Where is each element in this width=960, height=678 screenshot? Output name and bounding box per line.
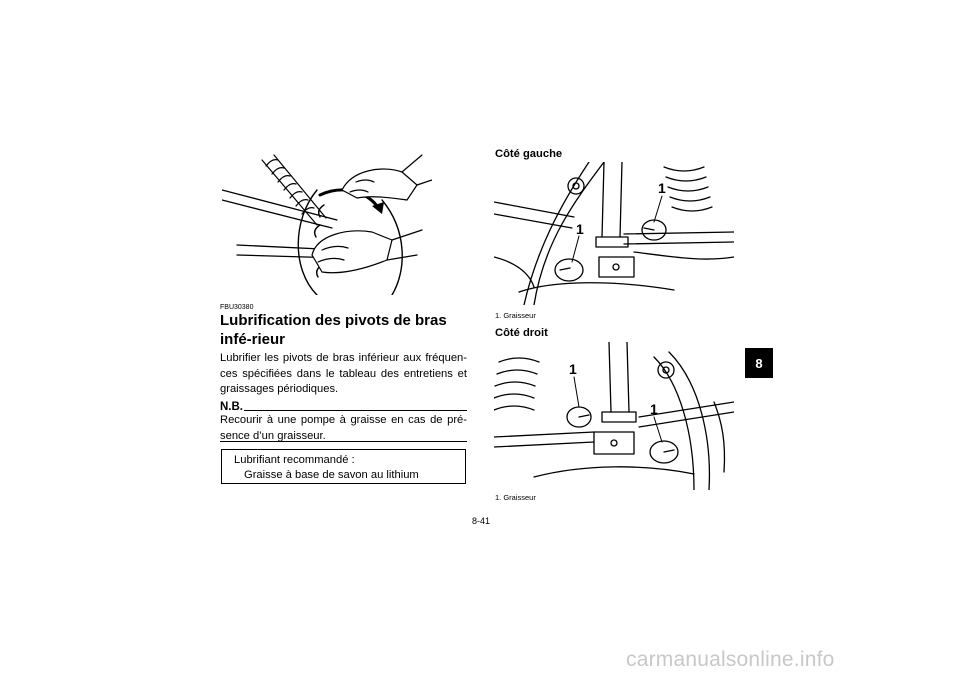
section-body: Lubrifier les pivots de bras inférieur aux fréquen-ces spécifiées dans le tableau des entretiens et graissages périodiques. [220, 352, 467, 395]
lubricant-value: Graisse à base de savon au lithium [244, 469, 419, 481]
left-side-grease-fitting-illustration [494, 162, 734, 305]
wheel-rotation-illustration [222, 150, 432, 295]
left-side-callout-1: 1 [658, 180, 666, 196]
note-rule [244, 410, 467, 411]
right-side-callout-1: 1 [569, 361, 577, 377]
section-code: FBU30380 [220, 304, 254, 311]
watermark: carmanualsonline.info [626, 648, 835, 671]
lubricant-box [221, 449, 466, 484]
left-side-callout-2: 1 [576, 221, 584, 237]
right-side-callout-2: 1 [650, 401, 658, 417]
note-text: Recourir à une pompe à graisse en cas de pré-sence d’un graisseur. [220, 414, 467, 442]
page-number: 8-41 [472, 516, 491, 526]
right-side-grease-fitting-illustration [494, 342, 734, 490]
left-side-heading: Côté gauche [495, 148, 563, 160]
note-label: N.B. [220, 401, 243, 413]
right-side-heading: Côté droit [495, 327, 548, 339]
left-side-caption: 1. Graisseur [495, 311, 536, 320]
section-title: Lubrification des pivots de bras infé-rieur [220, 312, 447, 348]
chapter-tab: 8 [745, 348, 773, 378]
right-side-caption: 1. Graisseur [495, 493, 536, 502]
note-end-rule [220, 441, 467, 442]
lubricant-label: Lubrifiant recommandé : [234, 454, 355, 466]
